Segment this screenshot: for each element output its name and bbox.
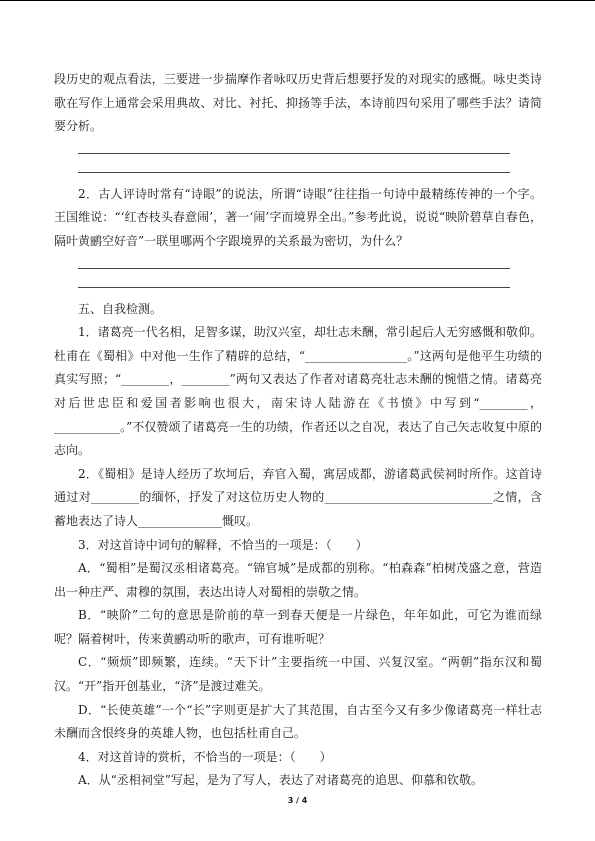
- page-number: 3 / 4: [287, 796, 308, 805]
- choice-option-d: D．“长使英雄”一个“长”字则更是扩大了其范围，自古至今又有多少像诸葛亮一样壮志未酬而含恨终身的英雄人物，也包括杜甫自己。: [54, 702, 542, 741]
- document-body: [54, 68, 542, 793]
- choice-question-4: 4．对这首诗的赏析，不恰当的一项是：（ ）: [78, 749, 332, 764]
- choice-option-a-q4: A．从“丞相祠堂”写起，是为了写人，表达了对诸葛亮的追思、仰慕和钦敬。: [78, 773, 483, 788]
- fill-in-question-2: 2．《蜀相》是诗人经历了坎坷后，弃官入蜀，寓居成都，游诸葛武侯祠时所作。这首诗通过对________的缅怀，抒发了对这位历史人物的____________________________之情，含蓄地表达了诗人______________慨叹。: [54, 466, 542, 528]
- choice-question-3: 3．对这首诗中词句的解释，不恰当的一项是：（ ）: [78, 537, 368, 552]
- fill-in-question-1: 1．诸葛亮一代名相，足智多谋，助汉兴室，却壮志未酬，常引起后人无穷感慨和敬仰。杜甫在《蜀相》中对他一生作了精辟的总结，“_________________。”这两句是他平生功绩的真实写照；“________，________”两句又表达了作者对诸葛亮壮志未酬的惋惜之情。诸葛亮对后世忠臣和爱国者影响也很大，南宋诗人陆游在《书愤》中写到“________，___________。”不仅赞颂了诸葛亮一生的功绩，作者还以之自况，表达了自己矢志收复中原的志向。: [54, 325, 542, 458]
- choice-option-b: B．“映阶”二句的意思是阶前的草一到春天便是一片绿色，年年如此，可它为谁而绿呢？隔着树叶，传来黄鹂动听的歌声，可有谁听呢？: [54, 608, 542, 646]
- question-2-poetic-eye: 2．古人评诗时常有“诗眼”的说法，所谓“诗眼”往往指一句诗中最精练传神的一个字。王国维说：“‘红杏枝头春意闹’，著一‘闹’字而境界全出。”参考此说，说说“映阶碧草自春色，隔叶黄鹂空好音”一联里哪两个字跟境界的关系最为密切，为什么？: [54, 186, 542, 248]
- header-rule: [0, 0, 595, 1]
- choice-option-c: C．“频烦”即频繁，连续。“天下计”主要指统一中国、兴复汉室。“两朝”指东汉和蜀汉。“开”指开创基业，“济”是渡过难关。: [54, 655, 542, 694]
- section-heading-self-test: 五、自我检测。: [78, 301, 163, 316]
- paragraph-intro-continuation: 段历史的观点看法，三要进一步揣摩作者咏叹历史背后想要抒发的对现实的感慨。咏史类诗歌在写作上通常会采用典故、对比、衬托、抑扬等手法，本诗前四句采用了哪些手法？请简要分析。: [54, 72, 542, 134]
- choice-option-a: A．“蜀相”是蜀汉丞相诸葛亮。“锦官城”是成都的别称。“柏森森”柏树茂盛之意，营造出一种庄严、肃穆的氛围，表达出诗人对蜀相的崇敬之情。: [54, 561, 542, 599]
